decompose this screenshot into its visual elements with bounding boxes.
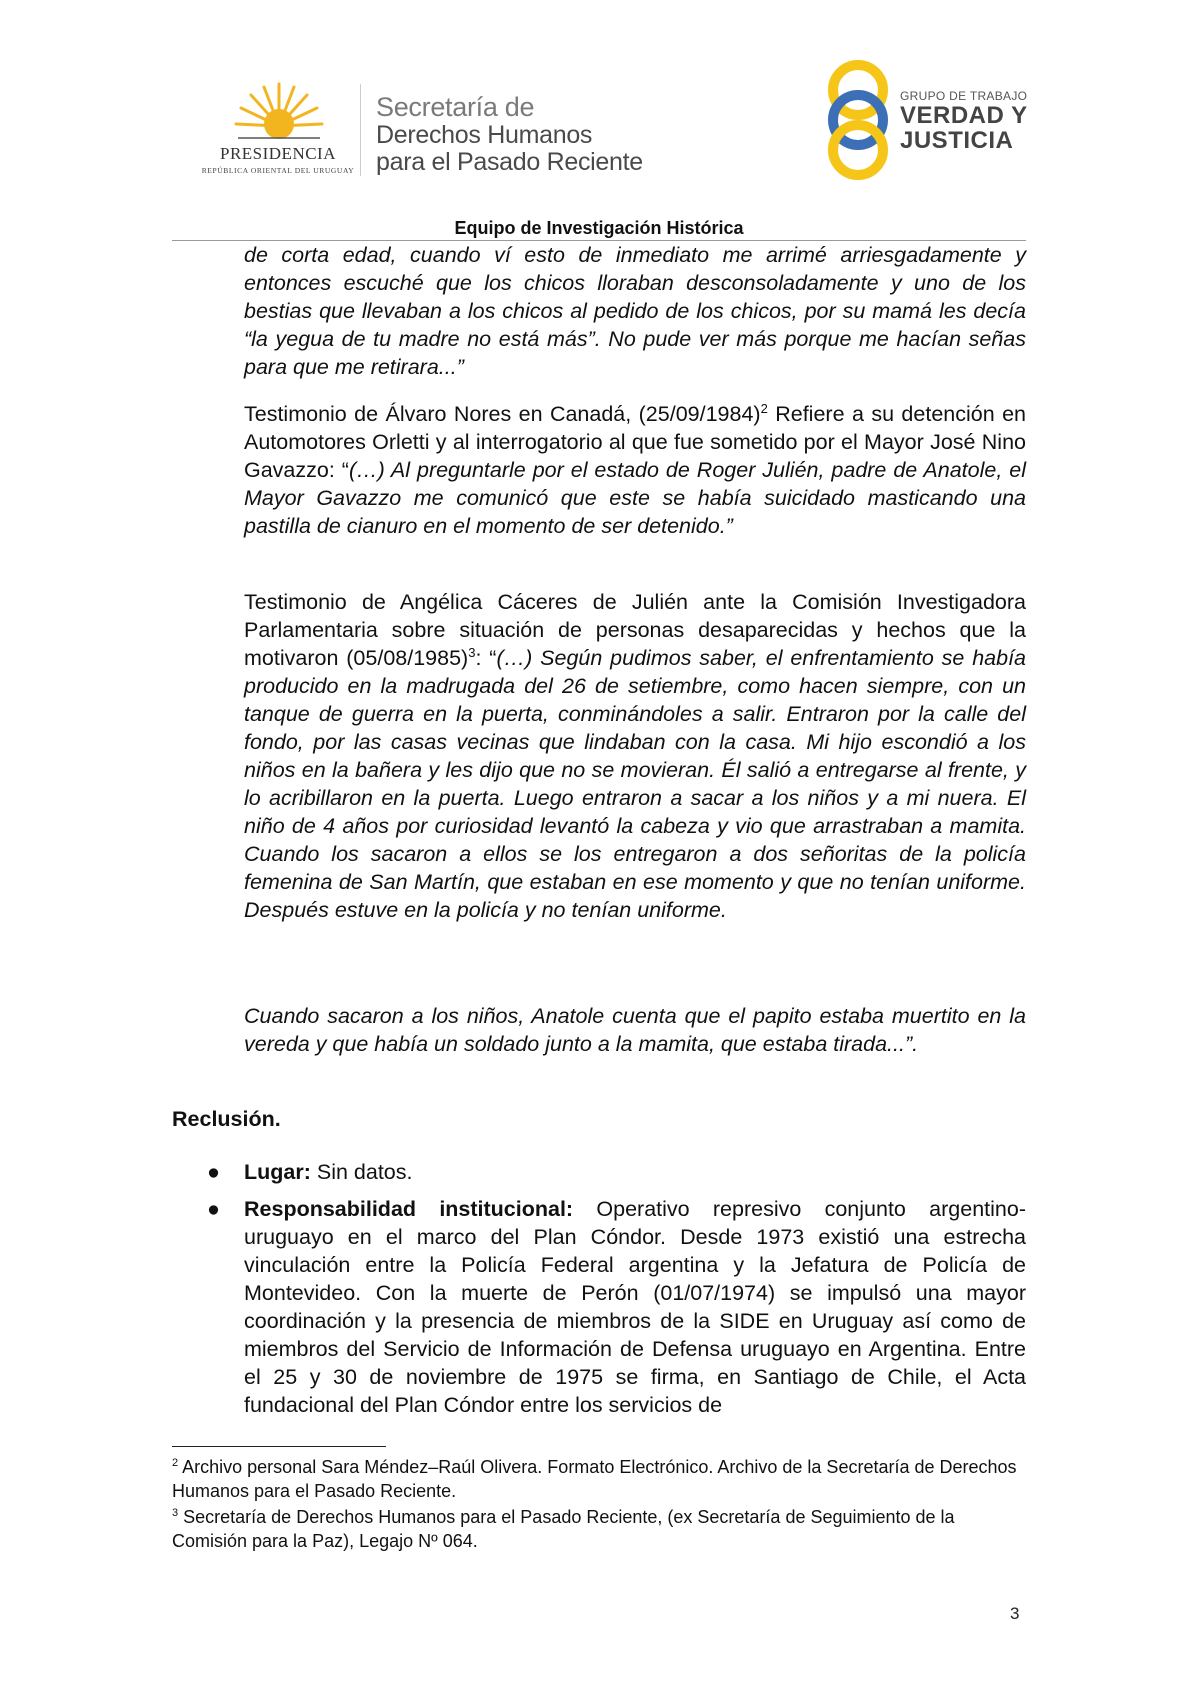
footnote-2-text: Archivo personal Sara Méndez–Raúl Olivera. Formato Electrónico. Archivo de la Secretaría de Derechos Humanos para el Pasado Reciente. (172, 1457, 1017, 1501)
quote-children: Cuando sacaron a los niños, Anatole cuenta que el papito estaba muertito en la vereda y que había un soldado junto a la mamita, que estaba tirada...”. (244, 1004, 1026, 1056)
quote-continuation: de corta edad, cuando ví esto de inmediato me arrimé arriesgadamente y entonces escuché que los chicos lloraban desconsoladamente y uno de los bestias que llevaban a los chicos al pedido de los chicos, por su mamá les decía “la yegua de tu madre no está más”. No pude ver más porque me hacían señas para que me retirara...” (244, 243, 1026, 379)
header-divider (360, 84, 361, 176)
gtvj-line-1: GRUPO DE TRABAJO (900, 89, 1028, 103)
gtvj-line-2: VERDAD Y (900, 102, 1028, 129)
page-header (0, 0, 1190, 238)
bullet-icon: ● (207, 1160, 220, 1184)
page-number: 3 (1010, 1604, 1020, 1623)
testimony-caceres-text: : “ (475, 646, 497, 670)
testimony-nores-text: Refiere a su detención en Automotores Orletti y al interrogatorio al que fue sometido por el Mayor José Nino Gavazzo: “ (244, 402, 1027, 482)
footnote-2-number: 2 (172, 1457, 179, 1469)
testimony-caceres-quote: (…) Según pudimos saber, el enfrentamiento se había producido en la madrugada del 26 de setiembre, como hacen siempre, con un tanque de guerra en la puerta, conminándoles a salir. Entraron por la calle del fondo, por las casas vecinas que lindaban con la casa. Mi hijo escondió a los niños en la bañera y les dijo que no se movieran. Él salió a entregarse al frente, y lo acribillaron en la puerta. Luego entraron a sacar a los niños y a mi nuera. El niño de 4 años por curiosidad levantó la cabeza y vio que arrastraban a mamita. Cuando los sacaron a ellos se los entregaron a dos señoritas de la policía femenina de San Martín, que estaban en ese momento y que no tenían uniforme. Después estuve en la policía y no tenían uniforme. (244, 646, 1027, 922)
team-title: Equipo de Investigación Histórica (454, 218, 744, 238)
bullet-responsabilidad (207, 1195, 1026, 1419)
bullet-lugar-text: Sin datos. (310, 1160, 413, 1184)
bullet-lugar-label: Lugar: (244, 1160, 311, 1184)
rings-icon (820, 56, 896, 184)
presidencia-wordmark: PRESIDENCIA (219, 144, 336, 163)
footnote-3-text: Secretaría de Derechos Humanos para el Pasado Reciente, (ex Secretaría de Seguimiento de la Comisión para la Paz), Legajo Nº 064. (172, 1507, 955, 1551)
footnote-3 (172, 1505, 1026, 1553)
testimony-caceres (244, 588, 1026, 924)
presidencia-subtitle: REPÚBLICA ORIENTAL DEL URUGUAY (201, 166, 355, 175)
bullet-responsabilidad-text: Operativo represivo conjunto argentino-uruguayo en el marco del Plan Cóndor. Desde 1973 existió una estrecha vinculación entre la Policía Federal argentina y la Jefatura de Policía de Montevideo. Con la muerte de Perón (01/07/1974) se impulsó una mayor coordinación y la presencia de miembros de la SIDE en Uruguay así como de miembros del Servicio de Información de Defensa uruguayo en Argentina. Entre el 25 y 30 de noviembre de 1975 se firma, en Santiago de Chile, el Acta fundacional del Plan Cóndor entre los servicios de (244, 1197, 1026, 1417)
secretaria-line-2: Derechos Humanos (376, 121, 593, 149)
bullet-lugar (207, 1158, 1026, 1186)
footnote-3-number: 3 (172, 1507, 179, 1519)
sun-icon (234, 82, 324, 142)
footnote-ref-3[interactable]: 3 (468, 644, 476, 660)
testimony-nores (244, 400, 1026, 540)
presidencia-logo (198, 82, 358, 178)
secretaria-wordmark (376, 92, 716, 176)
secretaria-line-1: Secretaría de (376, 92, 535, 122)
footnote-2 (172, 1455, 1026, 1503)
verdad-justicia-logo (820, 56, 1040, 184)
testimony-nores-intro: Testimonio de Álvaro Nores en Canadá, (25/09/1984) (244, 402, 761, 426)
section-reclusion-heading: Reclusión. (172, 1107, 281, 1131)
testimony-caceres-intro: Testimonio de Angélica Cáceres de Julién ante la Comisión Investigadora Parlamentaria sobre situación de personas desaparecidas y hechos que la motivaron (05/08/1985) (244, 590, 1026, 670)
testimony-nores-quote: (…) Al preguntarle por el estado de Roger Julién, padre de Anatole, el Mayor Gavazzo me comunicó que este se había suicidado masticando una pastilla de cianuro en el momento de ser detenido.” (244, 458, 1026, 538)
footnote-rule (172, 1446, 386, 1447)
bullet-icon: ● (207, 1197, 220, 1221)
gtvj-line-3: JUSTICIA (900, 127, 1014, 154)
footnote-ref-2[interactable]: 2 (760, 400, 768, 416)
bullet-responsabilidad-label: Responsabilidad institucional: (244, 1197, 574, 1221)
secretaria-line-3: para el Pasado Reciente (376, 148, 643, 176)
